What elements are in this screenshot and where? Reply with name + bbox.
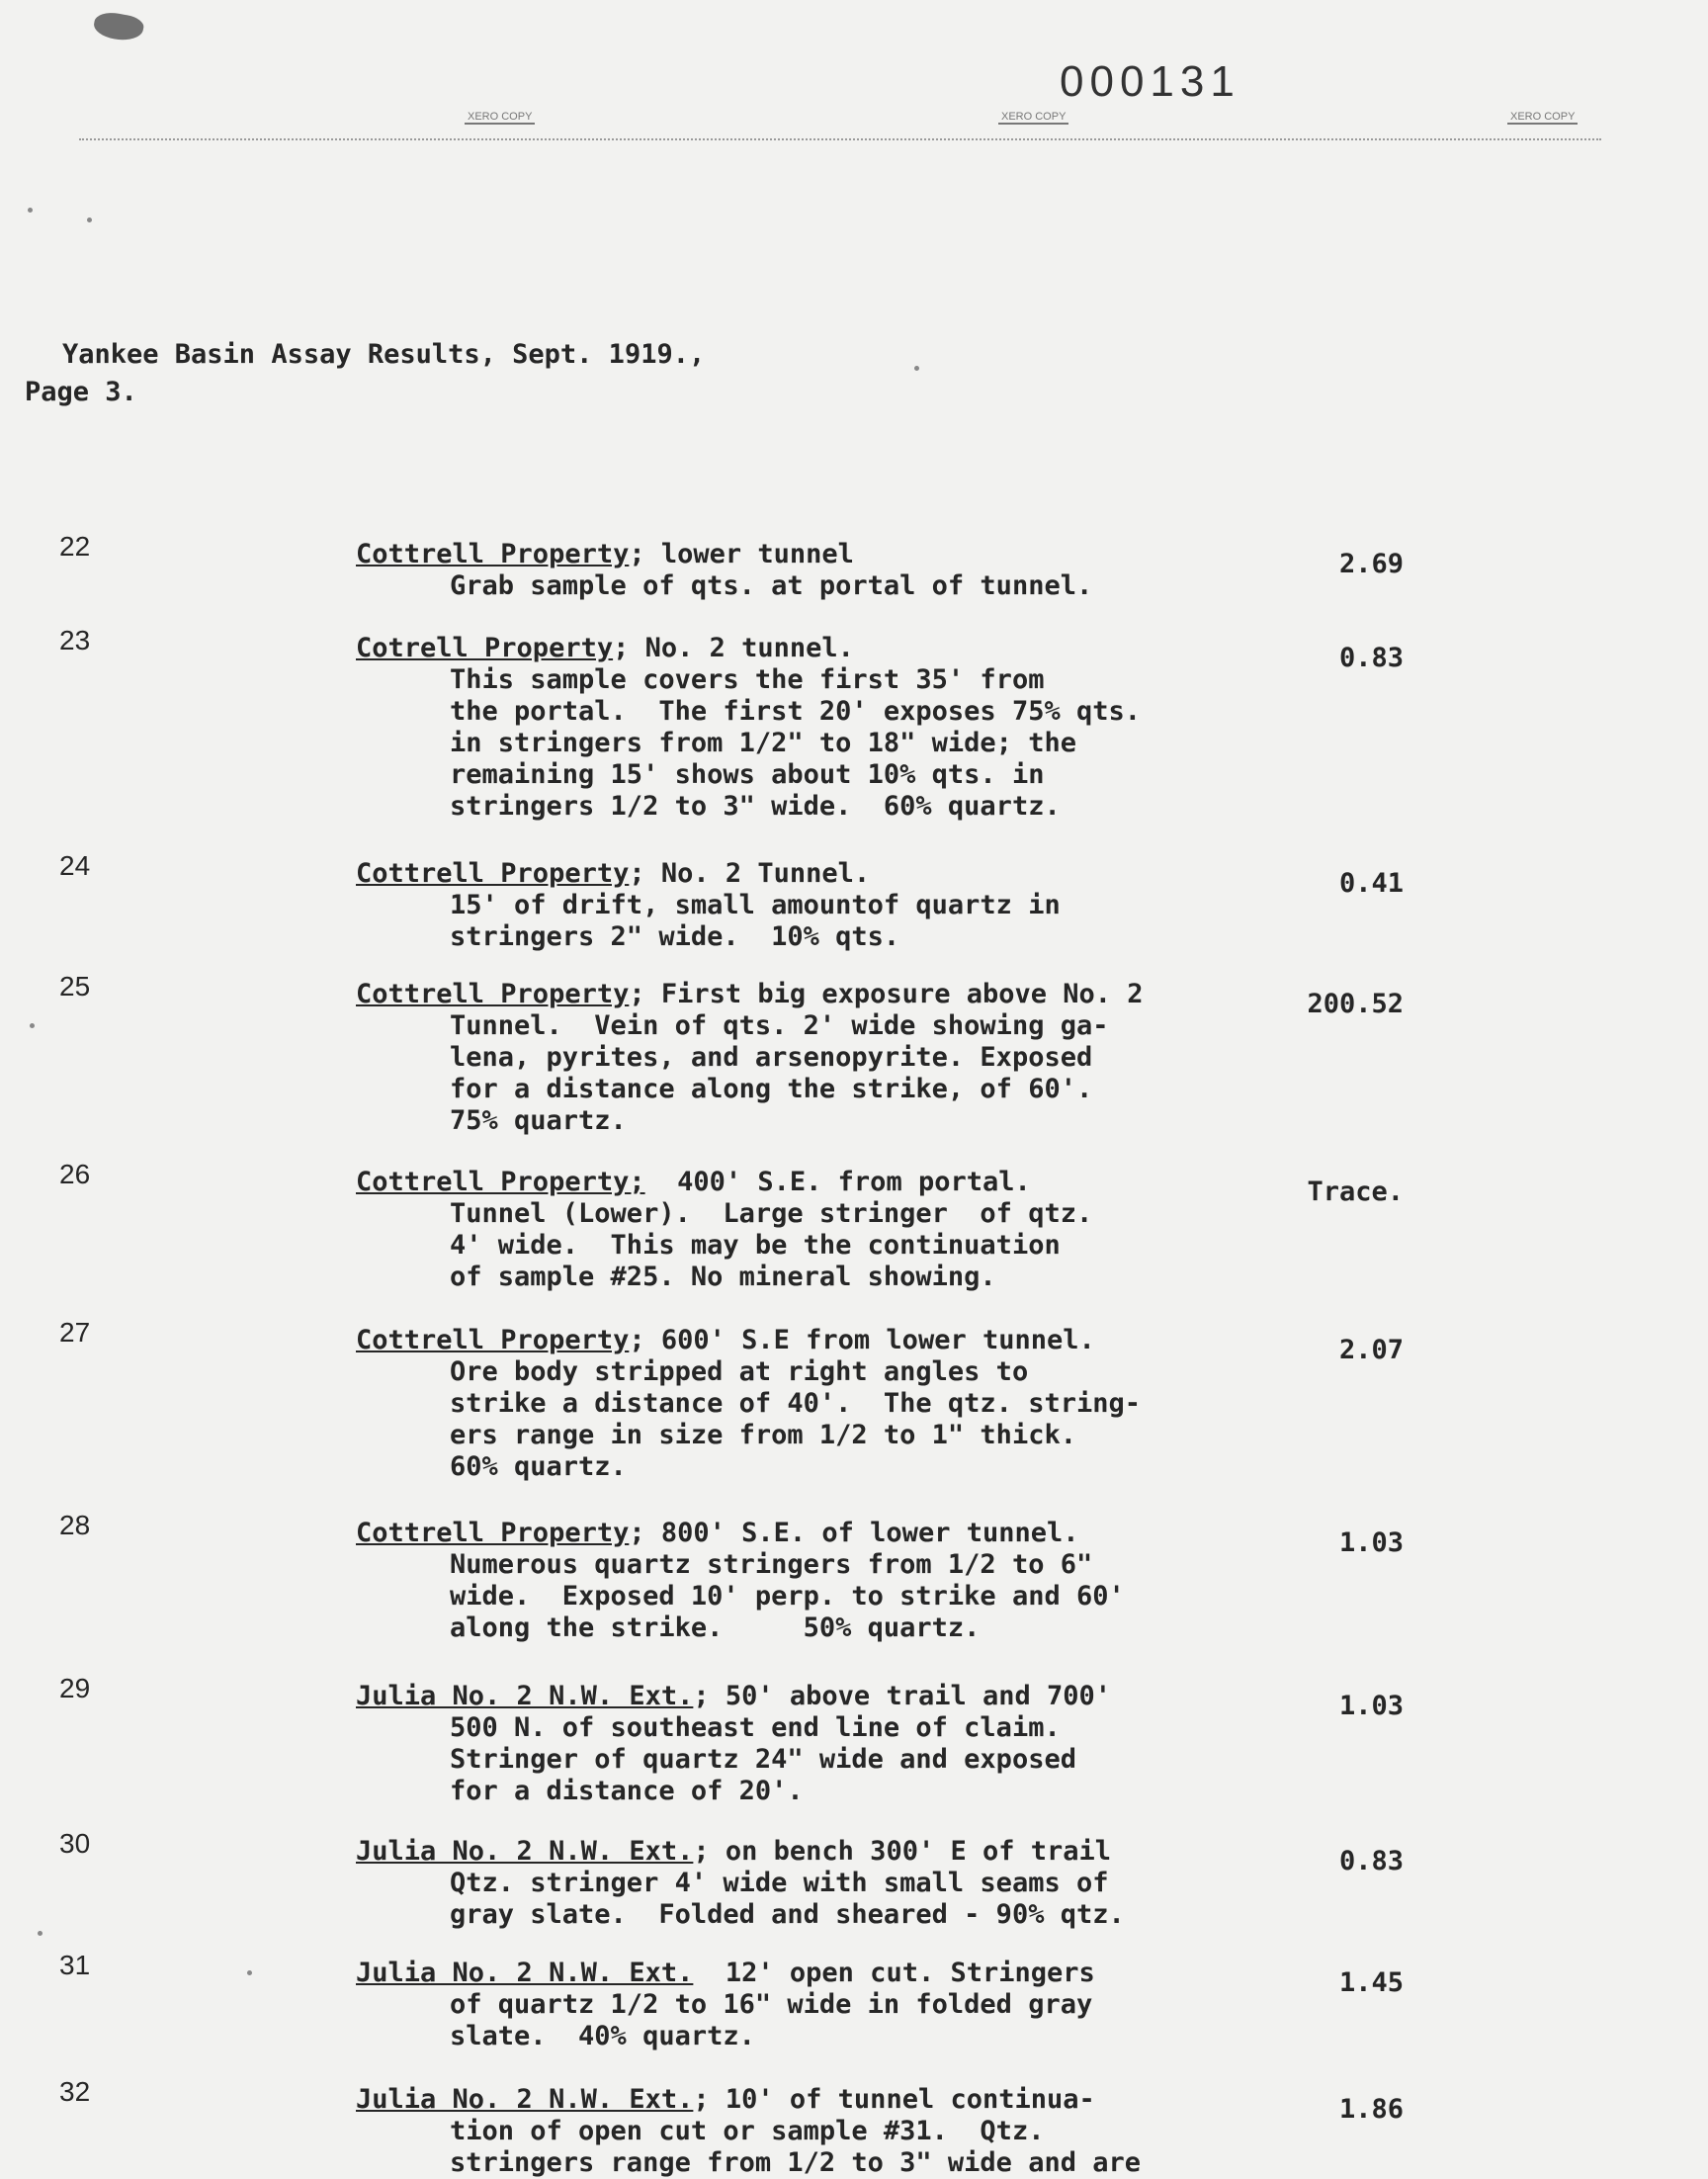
location-text: 12' open cut. Stringers — [693, 1958, 1095, 1988]
entry-heading — [356, 1958, 1305, 1989]
location-text: ; on bench 300' E of trail — [693, 1836, 1112, 1867]
location-text: 400' S.E. from portal. — [644, 1167, 1031, 1197]
property-name: Cotrell Property — [356, 633, 614, 663]
sample-number: 28 — [59, 1510, 91, 1540]
property-name: Julia No. 2 N.W. Ext. — [356, 1681, 694, 1711]
description-line: of quartz 1/2 to 16" wide in folded gray — [450, 1989, 1093, 2020]
description-line: lena, pyrites, and arsenopyrite. Exposed — [450, 1042, 1093, 1073]
entry-heading — [356, 858, 1305, 890]
description-line: 15' of drift, small amountof quartz in — [450, 890, 1061, 920]
scan-speck — [30, 1023, 35, 1028]
location-text: ; No. 2 tunnel. — [613, 633, 854, 663]
description-line: Grab sample of qts. at portal of tunnel. — [450, 570, 1093, 601]
assay-value: 0.83 — [1338, 643, 1404, 673]
assay-value: 200.52 — [1307, 989, 1404, 1019]
assay-value: 1.03 — [1338, 1527, 1404, 1558]
description-line: This sample covers the first 35' from — [450, 664, 1045, 695]
document-header — [25, 336, 705, 411]
location-text: ; 10' of tunnel continua- — [693, 2084, 1095, 2115]
sample-number: 22 — [59, 531, 91, 562]
entry-heading — [356, 1681, 1305, 1712]
sample-number: 31 — [59, 1950, 91, 1980]
property-name: Cottrell Property — [356, 858, 630, 889]
entry-heading — [356, 1518, 1305, 1549]
location-text: ; 600' S.E from lower tunnel. — [629, 1325, 1095, 1355]
description-line: Ore body stripped at right angles to — [450, 1356, 1029, 1387]
description-line: along the strike. 50% quartz. — [450, 1612, 981, 1643]
entry-heading — [356, 1167, 1305, 1198]
description-line: wide. Exposed 10' perp. to strike and 60' — [450, 1581, 1125, 1612]
description-line: the portal. The first 20' exposes 75% qts. — [450, 696, 1141, 727]
description-line: remaining 15' shows about 10% qts. in — [450, 759, 1045, 790]
bates-number: 000131 — [1060, 57, 1240, 106]
entry-body — [356, 858, 1305, 953]
property-name: Julia No. 2 N.W. Ext. — [356, 2084, 694, 2115]
description-line: Stringer of quartz 24" wide and exposed — [450, 1744, 1076, 1775]
sample-number: 32 — [59, 2076, 91, 2107]
property-name: Cottrell Property — [356, 1518, 630, 1548]
entry-heading — [356, 539, 1305, 570]
description-line: for a distance along the strike, of 60'. — [450, 1074, 1093, 1104]
property-name: Cottrell Property — [356, 539, 630, 569]
sample-number: 23 — [59, 625, 91, 655]
copy-guide-line — [79, 138, 1601, 140]
property-name: Cottrell Property; — [356, 1167, 645, 1197]
entry-heading — [356, 1325, 1305, 1356]
description-line: for a distance of 20'. — [450, 1776, 804, 1806]
scan-speck — [38, 1931, 43, 1936]
entry-body — [356, 1325, 1305, 1483]
description-line: strike a distance of 40'. The qtz. string- — [450, 1388, 1141, 1419]
assay-value: 2.69 — [1338, 549, 1404, 579]
entry-body — [356, 1167, 1305, 1293]
property-name: Julia No. 2 N.W. Ext. — [356, 1836, 694, 1867]
description-line: tion of open cut or sample #31. Qtz. — [450, 2116, 1045, 2146]
description-line: gray slate. Folded and sheared - 90% qtz. — [450, 1899, 1125, 1930]
assay-value: 0.83 — [1338, 1846, 1404, 1876]
assay-value: 0.41 — [1338, 868, 1404, 899]
description-line: ers range in size from 1/2 to 1" thick. — [450, 1420, 1076, 1450]
description-line: 75% quartz. — [450, 1105, 627, 1136]
entry-heading — [356, 2084, 1305, 2116]
entry-heading — [356, 633, 1305, 664]
description-line: in stringers from 1/2" to 18" wide; the — [450, 728, 1076, 758]
entry-body — [356, 1518, 1305, 1644]
property-name: Julia No. 2 N.W. Ext. — [356, 1958, 694, 1988]
xerox-mark-center: XERO COPY — [998, 111, 1068, 125]
scan-speck — [914, 366, 919, 371]
scan-speck — [247, 1970, 252, 1975]
entry-body — [356, 539, 1305, 602]
location-text: ; No. 2 Tunnel. — [629, 858, 871, 889]
entry-heading — [356, 979, 1305, 1010]
description-line: stringers 1/2 to 3" wide. 60% quartz. — [450, 791, 1061, 822]
entry-body — [356, 2084, 1305, 2179]
description-line: 4' wide. This may be the continuation — [450, 1230, 1061, 1261]
location-text: ; First big exposure above No. 2 — [629, 979, 1144, 1009]
location-text: ; 50' above trail and 700' — [693, 1681, 1112, 1711]
location-text: ; lower tunnel — [629, 539, 854, 569]
entry-body — [356, 979, 1305, 1137]
entry-heading — [356, 1836, 1305, 1868]
entry-body — [356, 1958, 1305, 2052]
entry-body — [356, 1681, 1305, 1807]
entry-body — [356, 633, 1305, 823]
page-label: Page 3. — [25, 377, 137, 407]
assay-value: 1.45 — [1338, 1967, 1404, 1998]
entry-body — [356, 1836, 1305, 1931]
assay-value: 1.03 — [1338, 1691, 1404, 1721]
description-line: 500 N. of southeast end line of claim. — [450, 1712, 1061, 1743]
description-line: Qtz. stringer 4' wide with small seams of — [450, 1868, 1109, 1898]
description-line: Tunnel. Vein of qts. 2' wide showing ga- — [450, 1010, 1109, 1041]
sample-number: 24 — [59, 850, 91, 881]
xerox-mark-left: XERO COPY — [465, 111, 535, 125]
assay-value: 1.86 — [1338, 2094, 1404, 2125]
scan-speck — [28, 208, 33, 213]
description-line: slate. 40% quartz. — [450, 2021, 755, 2051]
description-line: Numerous quartz stringers from 1/2 to 6" — [450, 1549, 1093, 1580]
document-title: Yankee Basin Assay Results, Sept. 1919., — [62, 339, 706, 370]
description-line: stringers 2" wide. 10% qts. — [450, 921, 900, 952]
property-name: Cottrell Property — [356, 979, 630, 1009]
description-line: of sample #25. No mineral showing. — [450, 1262, 996, 1292]
property-name: Cottrell Property — [356, 1325, 630, 1355]
sample-number: 27 — [59, 1317, 91, 1348]
description-line: stringers range from 1/2 to 3" wide and are — [450, 2147, 1141, 2178]
assay-value: Trace. — [1307, 1177, 1404, 1207]
location-text: ; 800' S.E. of lower tunnel. — [629, 1518, 1079, 1548]
sample-number: 29 — [59, 1673, 91, 1703]
assay-value: 2.07 — [1338, 1335, 1404, 1365]
sample-number: 30 — [59, 1828, 91, 1859]
description-line: Tunnel (Lower). Large stringer of qtz. — [450, 1198, 1093, 1229]
scan-smudge — [92, 10, 145, 44]
xerox-mark-right: XERO COPY — [1507, 111, 1578, 125]
sample-number: 26 — [59, 1159, 91, 1189]
scan-speck — [87, 218, 92, 222]
description-line: 60% quartz. — [450, 1451, 627, 1482]
sample-number: 25 — [59, 971, 91, 1002]
